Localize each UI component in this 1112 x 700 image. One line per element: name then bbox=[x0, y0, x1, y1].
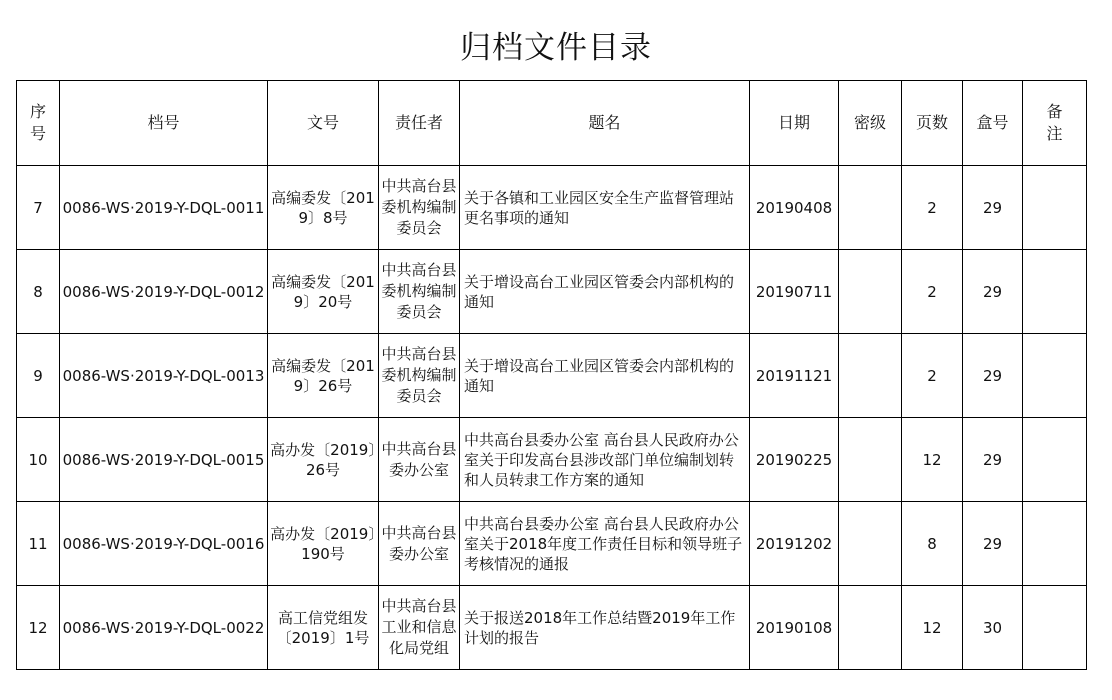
cell-doc-no: 高编委发〔2019〕8号 bbox=[268, 166, 379, 250]
cell-box-no: 29 bbox=[963, 502, 1023, 586]
cell-doc-title: 关于增设高台工业园区管委会内部机构的通知 bbox=[460, 250, 750, 334]
cell-secrecy bbox=[839, 586, 902, 670]
table-row bbox=[17, 418, 1087, 502]
table-row bbox=[17, 586, 1087, 670]
cell-remarks bbox=[1023, 586, 1087, 670]
header-archive-no: 档号 bbox=[60, 81, 268, 166]
cell-secrecy bbox=[839, 250, 902, 334]
cell-secrecy bbox=[839, 418, 902, 502]
cell-pages: 2 bbox=[902, 250, 963, 334]
cell-remarks bbox=[1023, 166, 1087, 250]
cell-responsible: 中共高台县工业和信息化局党组 bbox=[379, 586, 460, 670]
cell-remarks bbox=[1023, 502, 1087, 586]
header-responsible: 责任者 bbox=[379, 81, 460, 166]
header-date: 日期 bbox=[750, 81, 839, 166]
cell-archive-no: 0086-WS·2019-Y-DQL-0013 bbox=[60, 334, 268, 418]
cell-pages: 12 bbox=[902, 418, 963, 502]
cell-remarks bbox=[1023, 250, 1087, 334]
header-box-no: 盒号 bbox=[963, 81, 1023, 166]
cell-seq: 12 bbox=[17, 586, 60, 670]
table-row bbox=[17, 502, 1087, 586]
cell-date: 20191202 bbox=[750, 502, 839, 586]
cell-responsible: 中共高台县委机构编制委员会 bbox=[379, 334, 460, 418]
cell-responsible: 中共高台县委机构编制委员会 bbox=[379, 166, 460, 250]
cell-doc-title: 关于各镇和工业园区安全生产监督管理站更名事项的通知 bbox=[460, 166, 750, 250]
cell-date: 20190108 bbox=[750, 586, 839, 670]
cell-seq: 10 bbox=[17, 418, 60, 502]
cell-box-no: 29 bbox=[963, 166, 1023, 250]
header-secrecy: 密级 bbox=[839, 81, 902, 166]
table-header-row bbox=[17, 81, 1087, 166]
cell-remarks bbox=[1023, 418, 1087, 502]
cell-archive-no: 0086-WS·2019-Y-DQL-0016 bbox=[60, 502, 268, 586]
cell-date: 20191121 bbox=[750, 334, 839, 418]
cell-secrecy bbox=[839, 166, 902, 250]
cell-pages: 12 bbox=[902, 586, 963, 670]
header-doc-title: 题名 bbox=[460, 81, 750, 166]
table-row bbox=[17, 334, 1087, 418]
cell-pages: 2 bbox=[902, 334, 963, 418]
cell-date: 20190408 bbox=[750, 166, 839, 250]
header-doc-no: 文号 bbox=[268, 81, 379, 166]
cell-doc-no: 高编委发〔2019〕20号 bbox=[268, 250, 379, 334]
table-row bbox=[17, 250, 1087, 334]
cell-doc-title: 中共高台县委办公室 高台县人民政府办公室关于2018年度工作责任目标和领导班子考核情况的通报 bbox=[460, 502, 750, 586]
cell-doc-no: 高工信党组发〔2019〕1号 bbox=[268, 586, 379, 670]
cell-doc-title: 中共高台县委办公室 高台县人民政府办公室关于印发高台县涉改部门单位编制划转和人员转隶工作方案的通知 bbox=[460, 418, 750, 502]
header-remarks: 备注 bbox=[1023, 81, 1087, 166]
cell-doc-title: 关于报送2018年工作总结暨2019年工作计划的报告 bbox=[460, 586, 750, 670]
cell-doc-no: 高办发〔2019〕26号 bbox=[268, 418, 379, 502]
cell-remarks bbox=[1023, 334, 1087, 418]
cell-box-no: 29 bbox=[963, 250, 1023, 334]
cell-archive-no: 0086-WS·2019-Y-DQL-0015 bbox=[60, 418, 268, 502]
page-title: 归档文件目录 bbox=[460, 30, 652, 66]
cell-archive-no: 0086-WS·2019-Y-DQL-0012 bbox=[60, 250, 268, 334]
cell-pages: 8 bbox=[902, 502, 963, 586]
cell-doc-no: 高编委发〔2019〕26号 bbox=[268, 334, 379, 418]
cell-seq: 9 bbox=[17, 334, 60, 418]
cell-responsible: 中共高台县委机构编制委员会 bbox=[379, 250, 460, 334]
cell-doc-no: 高办发〔2019〕190号 bbox=[268, 502, 379, 586]
cell-box-no: 30 bbox=[963, 586, 1023, 670]
cell-seq: 11 bbox=[17, 502, 60, 586]
cell-date: 20190225 bbox=[750, 418, 839, 502]
cell-responsible: 中共高台县委办公室 bbox=[379, 502, 460, 586]
header-seq: 序号 bbox=[17, 81, 60, 166]
cell-archive-no: 0086-WS·2019-Y-DQL-0011 bbox=[60, 166, 268, 250]
table-row bbox=[17, 166, 1087, 250]
cell-archive-no: 0086-WS·2019-Y-DQL-0022 bbox=[60, 586, 268, 670]
cell-box-no: 29 bbox=[963, 334, 1023, 418]
cell-doc-title: 关于增设高台工业园区管委会内部机构的通知 bbox=[460, 334, 750, 418]
header-pages: 页数 bbox=[902, 81, 963, 166]
cell-box-no: 29 bbox=[963, 418, 1023, 502]
cell-pages: 2 bbox=[902, 166, 963, 250]
cell-secrecy bbox=[839, 502, 902, 586]
cell-responsible: 中共高台县委办公室 bbox=[379, 418, 460, 502]
archive-catalog-table bbox=[16, 80, 1087, 670]
cell-date: 20190711 bbox=[750, 250, 839, 334]
cell-seq: 8 bbox=[17, 250, 60, 334]
cell-secrecy bbox=[839, 334, 902, 418]
cell-seq: 7 bbox=[17, 166, 60, 250]
